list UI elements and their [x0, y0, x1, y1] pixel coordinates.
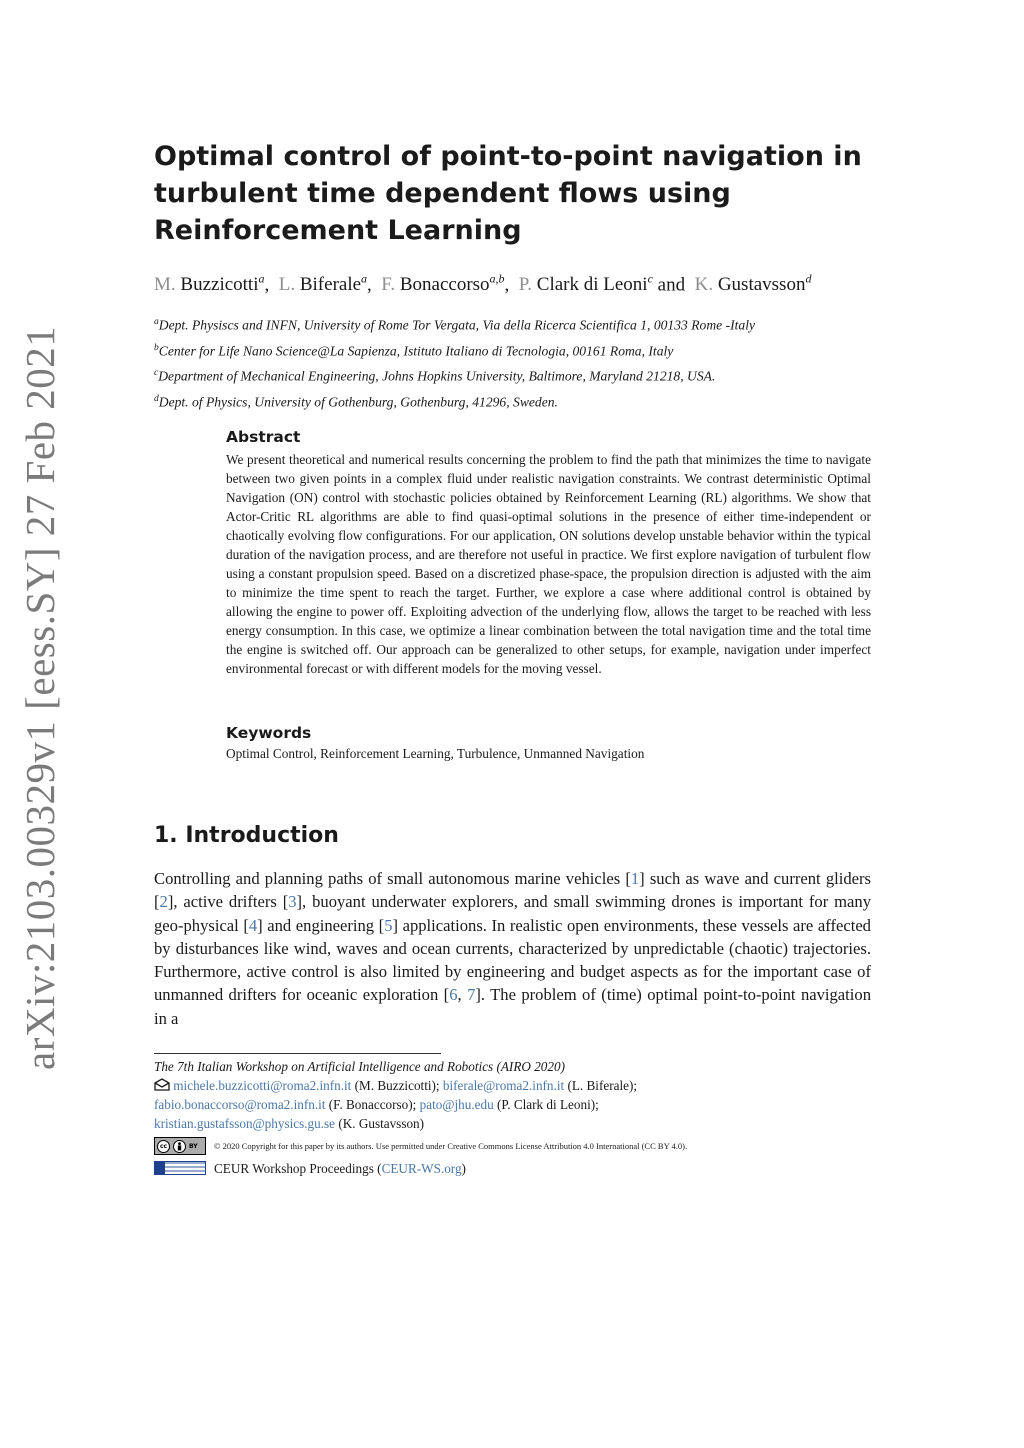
author-3: F. Bonaccorso$^{a,b}$ [381, 272, 505, 296]
abstract-heading: Abstract [226, 428, 301, 446]
ceur-row [154, 1158, 874, 1178]
citation-link[interactable]: 4 [248, 915, 258, 935]
cc-by-license-icon [154, 1137, 206, 1155]
citation-link[interactable]: 5 [384, 915, 393, 935]
citation-link[interactable]: 1 [630, 869, 640, 888]
email-link[interactable]: kristian.gustafsson@physics.gu.se [154, 1116, 336, 1131]
by-label: BY [189, 1142, 198, 1150]
affiliation-item: $^d$Dept. of Physics, University of Gothenburg, Gothenburg, 41296, Sweden. [154, 393, 558, 410]
person-icon [176, 1142, 183, 1151]
section-heading-introduction: 1. Introduction [154, 823, 339, 848]
email-line: kristian.gustafsson@physics.gu.se (K. Gustavsson) [154, 1116, 425, 1131]
affiliation-list [154, 311, 914, 413]
author-5: K. Gustavsson$^d$ [694, 272, 812, 296]
author-list: M. Buzzicotti$^a$, L. Biferale$^a$, F. Bonaccorso$^{a,b}$, P. Clark di Leoni$^c$ and K. Gustavsson$^d$ [154, 272, 812, 296]
abstract-text: We present theoretical and numerical results concerning the problem to find the path that minimizes the time to navigate between two given points in a complex fluid under realistic navigation constraints. We contrast deterministic Optimal Navigation (ON) control with stochastic policies obtained by Reinforcement Learning (RL) algorithms. We show that Actor-Critic RL algorithms are able to find quasi-optimal solutions in the presence of either time-independent or chaotically evolving flow configurations. For our application, ON solutions develop unstable behavior within the typical duration of the navigation process, and are therefore not useful in practice. We first explore navigation of turbulent flow using a constant propulsion speed. Based on a discretized phase-space, the propulsion direction is adjusted with the aim to minimize the time spent to reach the target. Further, we explore a case where additional control is obtained by allowing the engine to power off. Exploiting advection of the underlying flow, allows the target to be reached with less energy consumption. In this case, we optimize a linear combination between the total navigation time and the total time the engine is switched off. Our approach can be generalized to other setups, for example, navigation under imperfect environmental forecast or with different models for the moving vessel. [226, 452, 871, 676]
email-line: michele.buzzicotti@roma2.infn.it (M. Buzzicotti); biferale@roma2.infn.it (L. Biferale); [154, 1076, 874, 1095]
email-link[interactable]: pato@jhu.edu [419, 1097, 494, 1112]
affiliation-item: $^c$Department of Mechanical Engineering, Johns Hopkins University, Baltimore, Maryland 21218, USA. [154, 368, 716, 384]
affiliation-item: $^a$Dept. Physiscs and INFN, University of Rome Tor Vergata, Via della Ricerca Scientifica 1, 00133 Rome -Italy [154, 317, 756, 333]
citation-link[interactable]: 2 [159, 892, 168, 912]
keywords-text: Optimal Control, Reinforcement Learning, Turbulence, Unmanned Navigation [226, 746, 645, 761]
affiliation-item: $^b$Center for Life Nano Science@La Sapienza, Istituto Italiano di Tecnologia, 00161 Roma, Italy [154, 342, 674, 359]
ceur-link[interactable]: CEUR-WS.org [381, 1160, 462, 1176]
ceur-logo-icon [154, 1161, 206, 1175]
introduction-paragraph: Controlling and planning paths of small autonomous marine vehicles [1] such as wave and current gliders [2], active drifters [3], buoyant underwater explorers, and small swimming drones is important for many geo-physical [4] and engineering [5] applications. In realistic open environments, these vessels are affected by disturbances like wind, waves and ocean currents, characterized by unpredictable (chaotic) trajectories. Furthermore, active control is also limited by engineering and budget aspects as for the important case of unmanned drifters for oceanic exploration [6, 7]. The problem of (time) optimal point-to-point navigation in a [154, 869, 871, 1028]
author-4: P. Clark di Leoni$^c$ [518, 272, 653, 296]
email-link[interactable]: fabio.bonaccorso@roma2.infn.it [154, 1097, 326, 1112]
footnote [154, 1057, 874, 1178]
citation-link[interactable]: 6 [449, 985, 458, 1005]
email-envelope-icon [154, 1078, 170, 1091]
arxiv-stamp: arXiv:2103.00329v1 [eess.SY] 27 Feb 2021 [17, 325, 63, 1070]
workshop-note: The 7th Italian Workshop on Artificial Intelligence and Robotics (AIRO 2020) [154, 1059, 565, 1074]
citation-link[interactable]: 3 [288, 892, 297, 912]
keywords-heading: Keywords [226, 724, 312, 742]
license-row [154, 1136, 874, 1156]
cc-icon: cc [157, 1140, 170, 1153]
email-link[interactable]: biferale@roma2.infn.it [442, 1078, 565, 1093]
license-text: © 2020 Copyright for this paper by its authors. Use permitted under Creative Commons License Attribution 4.0 International (CC BY 4.0). [214, 1141, 688, 1151]
email-link[interactable]: michele.buzzicotti@roma2.infn.it [173, 1078, 352, 1093]
ceur-proceedings: CEUR Workshop Proceedings (CEUR-WS.org) [214, 1160, 466, 1176]
email-line: fabio.bonaccorso@roma2.infn.it (F. Bonaccorso); pato@jhu.edu (P. Clark di Leoni); [154, 1097, 599, 1112]
author-2: L. Biferale$^a$ [278, 272, 368, 296]
paper-title: Optimal control of point-to-point navigation in turbulent time dependent flows using Reinforcement Learning [154, 141, 862, 246]
attribution-person-icon [173, 1140, 186, 1153]
authors-conjunction: and [657, 274, 686, 296]
author-1: M. Buzzicotti$^a$ [154, 272, 265, 296]
citation-link[interactable]: 7 [467, 985, 476, 1005]
footnote-divider [154, 1053, 441, 1054]
